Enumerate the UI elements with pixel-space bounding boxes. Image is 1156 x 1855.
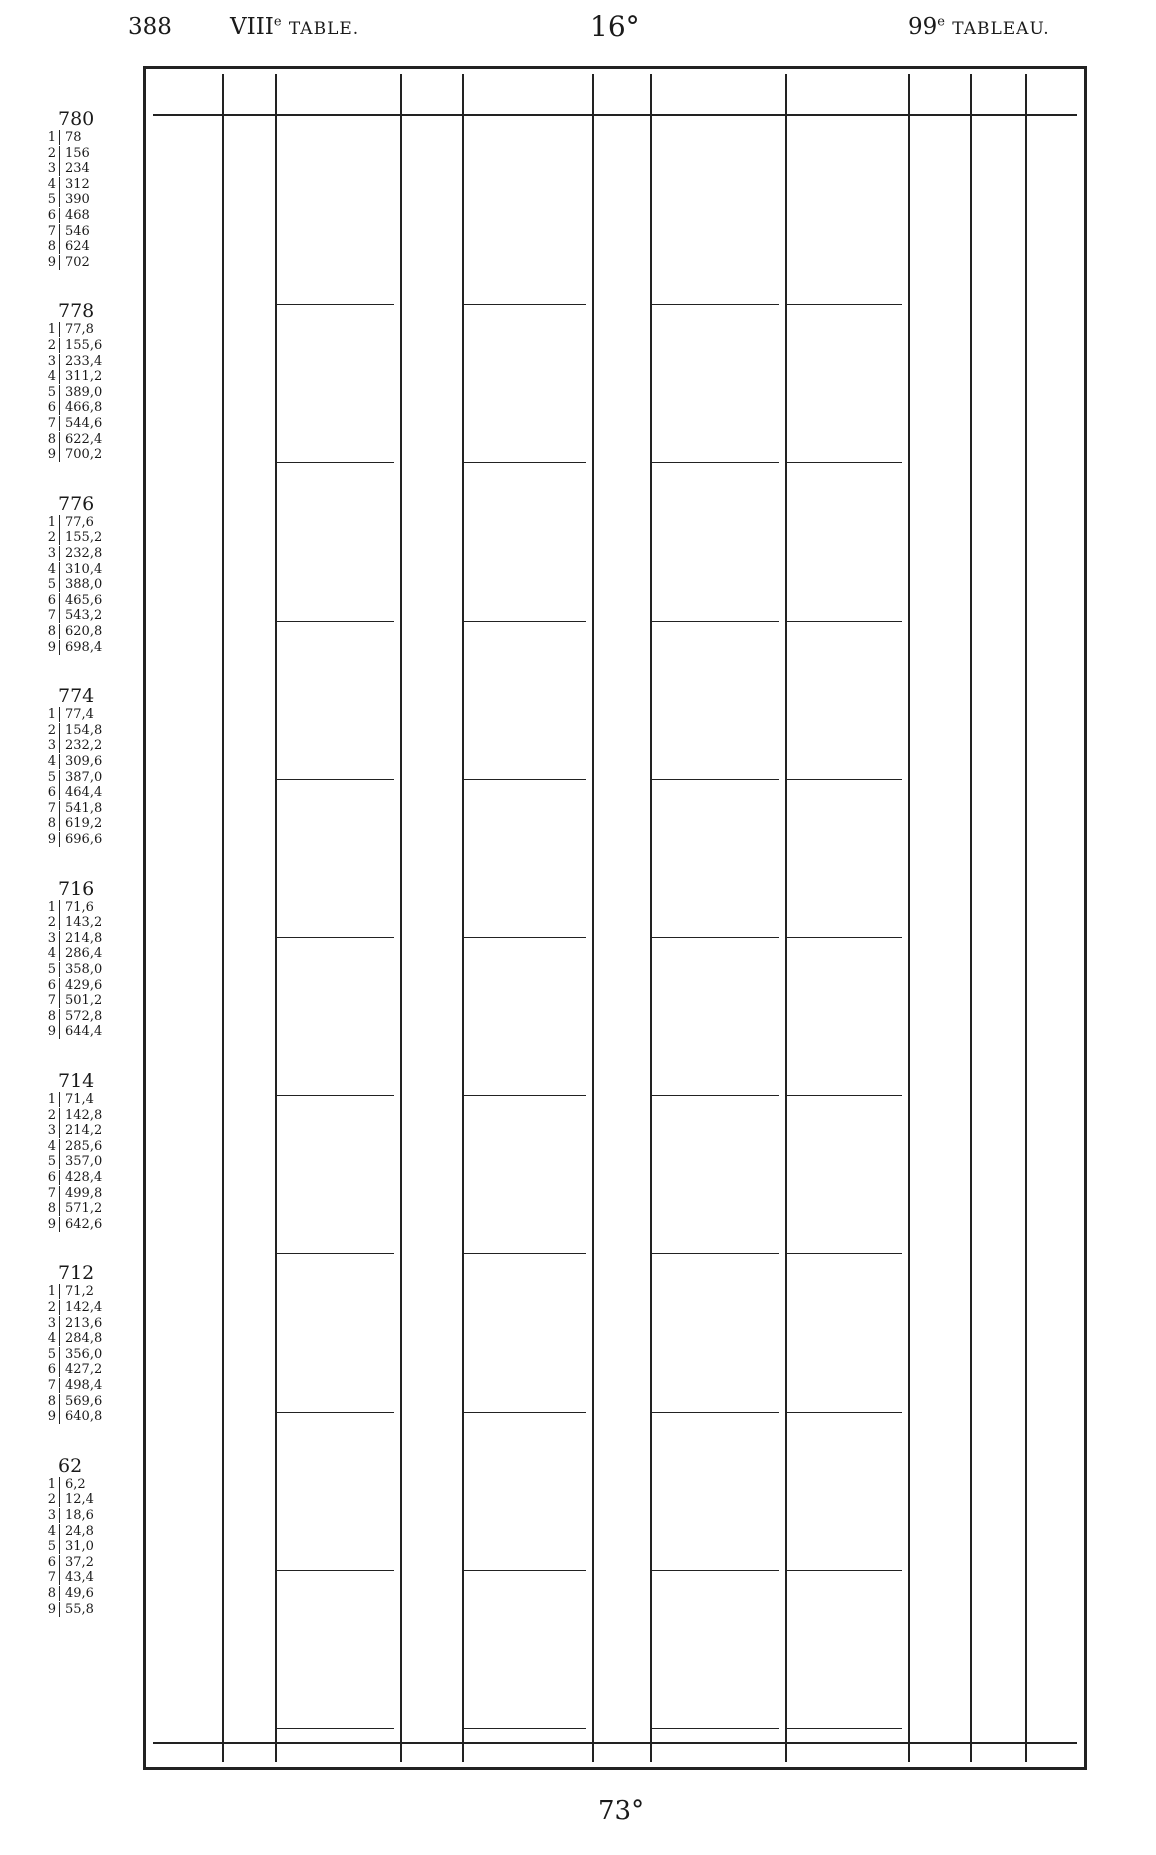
proportional-parts-title: 714	[58, 1070, 95, 1092]
cotg-value	[651, 1412, 779, 1413]
tang-value	[463, 779, 586, 780]
cotg-value	[651, 1728, 779, 1729]
proportional-part-value: 43,4	[59, 1570, 94, 1585]
digit-label: 7	[47, 1570, 56, 1586]
digit-label: 2	[47, 915, 56, 931]
proportional-part-row	[46, 946, 102, 961]
proportional-part-value: 569,6	[59, 1394, 102, 1409]
proportional-part-value: 37,2	[59, 1555, 94, 1570]
digit-label: 8	[47, 1393, 56, 1409]
proportional-part-value: 468	[59, 208, 90, 223]
digit-label: 1	[47, 899, 56, 915]
digit-label: 5	[47, 962, 56, 977]
digit-label: 5	[47, 577, 56, 593]
proportional-part-row	[46, 400, 102, 415]
proportional-part-row	[46, 785, 102, 800]
proportional-part-value: 71,6	[59, 900, 94, 915]
digit-label: 9	[47, 639, 56, 655]
digit-label: 6	[47, 400, 56, 416]
proportional-part-value: 143,2	[59, 915, 102, 930]
proportional-part-value: 546	[59, 224, 90, 239]
sin-value	[276, 1253, 394, 1254]
proportional-part-value: 642,6	[59, 1217, 102, 1232]
degree-heading: 16°	[590, 10, 640, 43]
digit-label: 5	[47, 1154, 56, 1170]
digit-label: 4	[47, 1523, 56, 1539]
digit-label: 3	[47, 1123, 56, 1139]
digit-label: 7	[47, 223, 56, 239]
cos-value	[786, 1728, 902, 1729]
proportional-part-row	[46, 146, 90, 161]
tang-value	[463, 621, 586, 622]
proportional-part-value: 389,0	[59, 385, 102, 400]
digit-label: 8	[47, 1586, 56, 1601]
proportional-part-row	[46, 1586, 94, 1601]
cotg-value	[651, 621, 779, 622]
digit-label: 1	[47, 130, 56, 145]
tang-value	[463, 304, 586, 305]
proportional-part-row	[46, 577, 102, 592]
digit-label: 2	[47, 1492, 56, 1508]
tang-value	[463, 1253, 586, 1254]
sin-value	[276, 1570, 394, 1571]
proportional-part-value: 427,2	[59, 1362, 102, 1377]
digit-label: 2	[47, 338, 56, 353]
digit-label: 1	[47, 707, 56, 723]
proportional-part-value: 358,0	[59, 962, 102, 977]
digit-label: 2	[47, 530, 56, 546]
proportional-part-value: 12,4	[59, 1492, 94, 1507]
cos-value	[786, 1253, 902, 1254]
proportional-part-value: 622,4	[59, 432, 102, 447]
cotg-value	[651, 937, 779, 938]
column-rule	[785, 74, 787, 1762]
digit-label: 9	[47, 254, 56, 270]
digit-label: 5	[47, 192, 56, 208]
proportional-part-row	[46, 1555, 94, 1570]
cos-value	[786, 1412, 902, 1413]
digit-label: 3	[47, 1508, 56, 1523]
digit-label: 8	[47, 1008, 56, 1024]
proportional-part-value: 640,8	[59, 1409, 102, 1424]
column-rule	[462, 74, 464, 1762]
digit-label: 8	[47, 624, 56, 639]
table-frame	[143, 66, 1087, 1770]
proportional-part-value: 78	[59, 130, 82, 145]
sin-value	[276, 1728, 394, 1729]
digit-label: 3	[47, 161, 56, 177]
footer-rule	[153, 1742, 1077, 1744]
cotg-value	[651, 1095, 779, 1096]
digit-label: 6	[47, 1170, 56, 1185]
proportional-part-row	[46, 1170, 102, 1185]
digit-label: 2	[47, 1107, 56, 1123]
proportional-part-value: 429,6	[59, 978, 102, 993]
proportional-parts-title: 776	[58, 492, 95, 515]
sin-value	[276, 1412, 394, 1413]
proportional-part-value: 286,4	[59, 946, 102, 961]
proportional-part-value: 619,2	[59, 816, 102, 831]
proportional-part-value: 233,4	[59, 354, 102, 369]
proportional-part-value: 284,8	[59, 1331, 102, 1346]
cos-value	[786, 304, 902, 305]
proportional-part-value: 696,6	[59, 832, 102, 847]
proportional-part-row	[46, 224, 90, 239]
proportional-part-value: 544,6	[59, 416, 102, 431]
column-rule	[222, 74, 224, 1762]
digit-label: 3	[47, 930, 56, 946]
proportional-part-row	[46, 354, 102, 369]
digit-label: 4	[47, 754, 56, 769]
proportional-part-value: 620,8	[59, 624, 102, 639]
digit-label: 1	[47, 514, 56, 530]
digit-label: 5	[47, 384, 56, 400]
proportional-part-row	[46, 239, 90, 254]
proportional-part-row	[46, 1186, 102, 1201]
tang-value	[463, 462, 586, 463]
proportional-parts-title: 778	[58, 300, 95, 323]
proportional-part-row	[46, 1217, 102, 1232]
cos-value	[786, 462, 902, 463]
proportional-part-value: 155,6	[59, 338, 102, 353]
column-rule	[1025, 74, 1027, 1762]
proportional-part-value: 356,0	[59, 1347, 102, 1362]
digit-label: 4	[47, 946, 56, 962]
proportional-part-value: 18,6	[59, 1508, 94, 1523]
proportional-part-row	[46, 515, 94, 530]
digit-label: 2	[47, 722, 56, 738]
proportional-part-row	[46, 369, 102, 384]
proportional-part-value: 77,4	[59, 707, 94, 722]
proportional-part-value: 71,2	[59, 1284, 94, 1299]
digit-label: 6	[47, 208, 56, 223]
column-rule	[275, 74, 277, 1762]
cotg-value	[651, 779, 779, 780]
proportional-part-row	[46, 624, 102, 639]
digit-label: 9	[47, 447, 56, 463]
proportional-part-value: 464,4	[59, 785, 102, 800]
proportional-part-row	[46, 707, 94, 722]
proportional-part-row	[46, 1524, 94, 1539]
proportional-part-value: 499,8	[59, 1186, 102, 1201]
digit-label: 2	[47, 145, 56, 161]
column-rule	[592, 74, 594, 1762]
digit-label: 9	[47, 1601, 56, 1617]
proportional-part-row	[46, 640, 102, 655]
proportional-part-row	[46, 1009, 102, 1024]
proportional-part-value: 388,0	[59, 577, 102, 592]
proportional-part-value: 77,6	[59, 515, 94, 530]
sin-value	[276, 779, 394, 780]
cotg-value	[651, 1253, 779, 1254]
digit-label: 4	[47, 369, 56, 385]
proportional-part-value: 572,8	[59, 1009, 102, 1024]
proportional-part-value: 71,4	[59, 1092, 94, 1107]
page-number: 388	[128, 14, 172, 40]
cotg-value	[651, 1570, 779, 1571]
proportional-part-row	[46, 192, 90, 207]
tang-value	[463, 1570, 586, 1571]
digit-label: 6	[47, 1554, 56, 1570]
proportional-part-row	[46, 1477, 86, 1492]
proportional-part-value: 498,4	[59, 1378, 102, 1393]
proportional-part-row	[46, 1331, 102, 1346]
proportional-part-value: 214,8	[59, 931, 102, 946]
proportional-part-value: 501,2	[59, 993, 102, 1008]
proportional-part-value: 541,8	[59, 801, 102, 816]
proportional-part-value: 6,2	[59, 1477, 86, 1492]
digit-label: 8	[47, 431, 56, 447]
proportional-part-row	[46, 432, 102, 447]
proportional-part-value: 214,2	[59, 1123, 102, 1138]
digit-label: 7	[47, 416, 56, 431]
proportional-part-row	[46, 447, 102, 462]
proportional-part-value: 428,4	[59, 1170, 102, 1185]
proportional-part-row	[46, 608, 102, 623]
digit-label: 7	[47, 608, 56, 624]
proportional-part-value: 357,0	[59, 1154, 102, 1169]
proportional-part-value: 24,8	[59, 1524, 94, 1539]
proportional-part-row	[46, 900, 94, 915]
table-title-right: 99e TABLEAU.	[908, 14, 1050, 40]
digit-label: 2	[47, 1300, 56, 1315]
proportional-part-value: 285,6	[59, 1139, 102, 1154]
proportional-part-row	[46, 1284, 94, 1299]
proportional-part-value: 31,0	[59, 1539, 94, 1554]
proportional-part-value: 309,6	[59, 754, 102, 769]
proportional-part-value: 571,2	[59, 1201, 102, 1216]
digit-label: 8	[47, 239, 56, 255]
digit-label: 5	[47, 1539, 56, 1555]
digit-label: 9	[47, 1024, 56, 1040]
proportional-part-row	[46, 1570, 94, 1585]
tang-value	[463, 1728, 586, 1729]
digit-label: 3	[47, 738, 56, 754]
proportional-part-row	[46, 1092, 94, 1107]
digit-label: 5	[47, 1346, 56, 1362]
complement-degree: 73°	[598, 1796, 645, 1826]
proportional-part-row	[46, 1362, 102, 1377]
cos-value	[786, 937, 902, 938]
proportional-part-row	[46, 562, 102, 577]
proportional-part-value: 154,8	[59, 723, 102, 738]
proportional-parts-title: 774	[58, 685, 95, 708]
proportional-part-value: 387,0	[59, 770, 102, 785]
proportional-part-value: 543,2	[59, 608, 102, 623]
digit-label: 4	[47, 176, 56, 192]
proportional-part-row	[46, 978, 102, 993]
proportional-part-row	[46, 130, 82, 145]
digit-label: 8	[47, 1201, 56, 1217]
proportional-part-row	[46, 322, 94, 337]
column-rule	[970, 74, 972, 1762]
proportional-part-row	[46, 255, 90, 270]
proportional-part-row	[46, 915, 102, 930]
digit-label: 4	[47, 1138, 56, 1154]
cos-value	[786, 1095, 902, 1096]
proportional-part-value: 142,4	[59, 1300, 102, 1315]
tang-value	[463, 937, 586, 938]
proportional-part-row	[46, 931, 102, 946]
proportional-part-value: 466,8	[59, 400, 102, 415]
digit-label: 6	[47, 1362, 56, 1378]
sin-value	[276, 937, 394, 938]
proportional-part-row	[46, 385, 102, 400]
proportional-part-row	[46, 1123, 102, 1138]
proportional-part-value: 77,8	[59, 322, 94, 337]
column-rule	[650, 74, 652, 1762]
digit-label: 1	[47, 1476, 56, 1492]
digit-label: 6	[47, 977, 56, 993]
sin-value	[276, 1095, 394, 1096]
digit-label: 9	[47, 832, 56, 847]
proportional-part-row	[46, 177, 90, 192]
proportional-parts-title: 716	[58, 877, 95, 900]
proportional-part-row	[46, 1154, 102, 1169]
digit-label: 5	[47, 769, 56, 785]
proportional-part-value: 311,2	[59, 369, 102, 384]
proportional-part-row	[46, 1492, 94, 1507]
cotg-value	[651, 462, 779, 463]
proportional-part-value: 55,8	[59, 1602, 94, 1617]
proportional-part-row	[46, 208, 90, 223]
tang-value	[463, 1095, 586, 1096]
digit-label: 6	[47, 592, 56, 608]
proportional-part-row	[46, 770, 102, 785]
cos-value	[786, 1570, 902, 1571]
proportional-part-row	[46, 530, 102, 545]
digit-label: 9	[47, 1216, 56, 1232]
proportional-part-row	[46, 962, 102, 977]
proportional-part-value: 213,6	[59, 1316, 102, 1331]
proportional-part-row	[46, 416, 102, 431]
digit-label: 3	[47, 546, 56, 561]
table-title-left: VIIIe TABLE.	[230, 14, 360, 40]
proportional-part-row	[46, 161, 90, 176]
sin-value	[276, 462, 394, 463]
digit-label: 7	[47, 800, 56, 816]
proportional-part-row	[46, 1602, 94, 1617]
proportional-part-row	[46, 593, 102, 608]
proportional-part-row	[46, 1300, 102, 1315]
proportional-part-value: 156	[59, 146, 90, 161]
proportional-part-row	[46, 738, 102, 753]
proportional-part-row	[46, 1108, 102, 1123]
digit-label: 4	[47, 561, 56, 577]
digit-label: 1	[47, 322, 56, 338]
digit-label: 3	[47, 353, 56, 369]
proportional-part-value: 702	[59, 255, 90, 270]
proportional-part-row	[46, 1347, 102, 1362]
sin-value	[276, 304, 394, 305]
digit-label: 8	[47, 816, 56, 832]
column-rule	[908, 74, 910, 1762]
proportional-part-row	[46, 816, 102, 831]
proportional-parts-title: 780	[58, 108, 95, 130]
digit-label: 6	[47, 785, 56, 801]
proportional-part-value: 232,2	[59, 738, 102, 753]
digit-label: 9	[47, 1409, 56, 1425]
proportional-part-row	[46, 1139, 102, 1154]
proportional-part-row	[46, 338, 102, 353]
proportional-part-row	[46, 1409, 102, 1424]
digit-label: 1	[47, 1284, 56, 1300]
proportional-part-row	[46, 1508, 94, 1523]
proportional-part-row	[46, 801, 102, 816]
proportional-part-value: 232,8	[59, 546, 102, 561]
proportional-part-value: 465,6	[59, 593, 102, 608]
tang-value	[463, 1412, 586, 1413]
proportional-part-row	[46, 723, 102, 738]
proportional-part-row	[46, 1201, 102, 1216]
proportional-part-value: 49,6	[59, 1586, 94, 1601]
cotg-value	[651, 304, 779, 305]
digit-label: 7	[47, 1185, 56, 1201]
proportional-part-value: 312	[59, 177, 90, 192]
proportional-part-value: 700,2	[59, 447, 102, 462]
proportional-part-row	[46, 1378, 102, 1393]
column-rule	[400, 74, 402, 1762]
proportional-part-value: 644,4	[59, 1024, 102, 1039]
proportional-part-value: 234	[59, 161, 90, 176]
digit-label: 4	[47, 1331, 56, 1347]
sin-value	[276, 621, 394, 622]
proportional-parts-title: 62	[58, 1454, 83, 1477]
proportional-part-value: 390	[59, 192, 90, 207]
cos-value	[786, 621, 902, 622]
proportional-part-row	[46, 1316, 102, 1331]
proportional-part-row	[46, 832, 102, 847]
proportional-part-row	[46, 546, 102, 561]
proportional-part-value: 624	[59, 239, 90, 254]
digit-label: 1	[47, 1092, 56, 1107]
digit-label: 3	[47, 1315, 56, 1331]
digit-label: 7	[47, 993, 56, 1009]
proportional-part-value: 155,2	[59, 530, 102, 545]
proportional-part-row	[46, 1024, 102, 1039]
proportional-part-row	[46, 754, 102, 769]
header-rule	[153, 114, 1077, 116]
proportional-part-value: 698,4	[59, 640, 102, 655]
proportional-part-row	[46, 993, 102, 1008]
digit-label: 7	[47, 1378, 56, 1393]
proportional-part-row	[46, 1539, 94, 1554]
proportional-parts-title: 712	[58, 1262, 95, 1285]
cos-value	[786, 779, 902, 780]
proportional-part-row	[46, 1394, 102, 1409]
proportional-part-value: 142,8	[59, 1108, 102, 1123]
proportional-part-value: 310,4	[59, 562, 102, 577]
